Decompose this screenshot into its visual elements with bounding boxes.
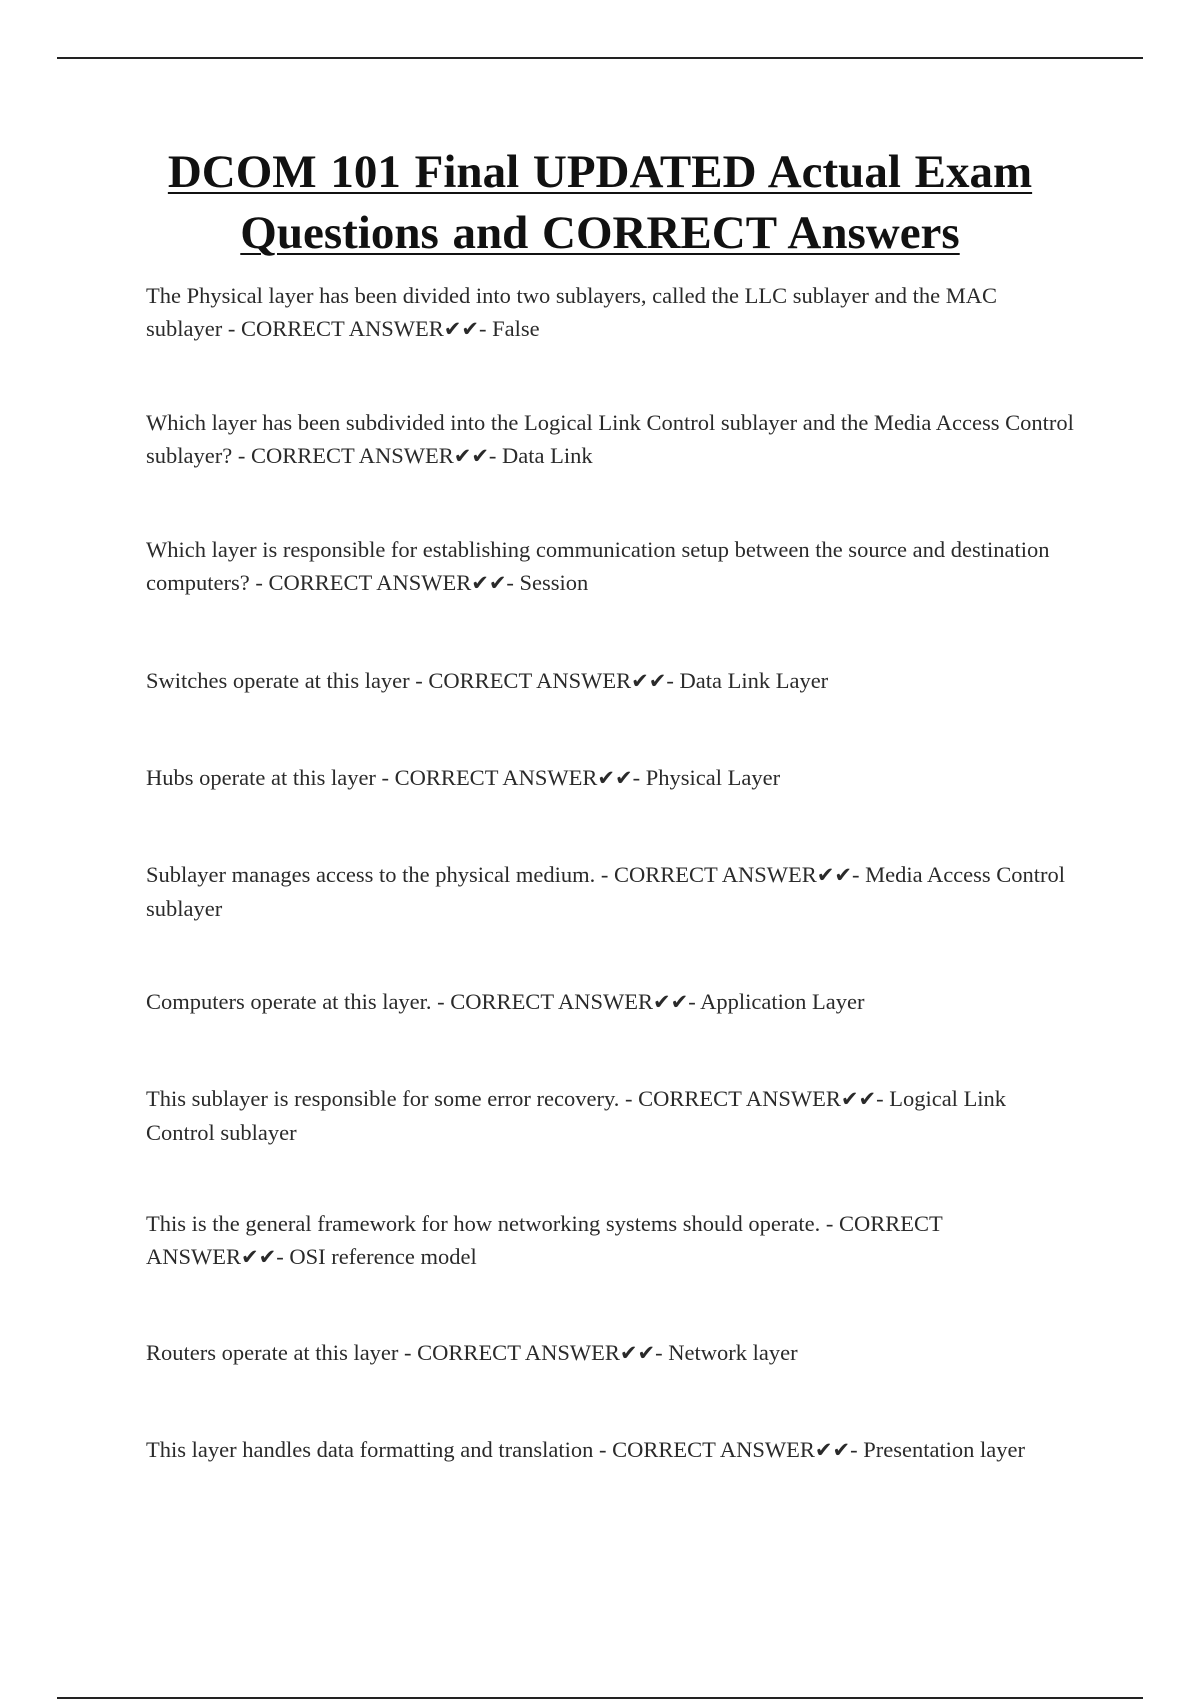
question-text: Hubs operate at this layer — [146, 765, 376, 790]
double-check-icon: ✔✔ — [471, 571, 507, 595]
answer-label: CORRECT ANSWER — [638, 1086, 841, 1111]
answer-text: Physical Layer — [645, 765, 781, 790]
bottom-rule — [57, 1697, 1143, 1699]
answer-label: CORRECT ANSWER — [394, 765, 598, 790]
qa-item-3: Which layer is responsible for establishing communication setup between the source and destination computers? - CORRECT ANSWER✔✔- Session — [146, 537, 1050, 595]
answer-text: OSI reference model — [289, 1244, 477, 1269]
question-text: The Physical layer has been divided into two sublayers, called the LLC sublayer and the MAC sublayer — [146, 283, 998, 341]
double-check-icon: ✔✔ — [619, 1341, 656, 1365]
qa-item-2: Which layer has been subdivided into the Logical Link Control sublayer and the Media Access Control sublayer? - CORRECT ANSWER✔✔- Data Link — [146, 410, 1074, 468]
double-check-icon: ✔✔ — [840, 1087, 877, 1111]
answer-label: CORRECT ANSWER — [146, 1211, 943, 1269]
question-text: Switches operate at this layer — [146, 668, 410, 693]
double-check-icon: ✔✔ — [653, 990, 689, 1014]
answer-text: False — [492, 316, 540, 341]
double-check-icon: ✔✔ — [241, 1245, 277, 1269]
qa-item-1: The Physical layer has been divided into two sublayers, called the LLC sublayer and the MAC sublayer - CORRECT ANSWER✔✔- False — [146, 283, 998, 341]
document-title: DCOM 101 Final UPDATED Actual Exam Questions and CORRECT Answers — [167, 146, 1033, 259]
answer-label: CORRECT ANSWER — [250, 443, 454, 468]
question-text: Which layer is responsible for establishing communication setup between the source and destination computers? — [146, 537, 1050, 595]
answer-text: Presentation layer — [863, 1437, 1026, 1462]
answer-text: Media Access Control sublayer — [146, 862, 1066, 921]
answer-label: CORRECT ANSWER — [240, 316, 444, 341]
answer-label: CORRECT ANSWER — [268, 570, 472, 595]
answer-label: CORRECT ANSWER — [417, 1340, 620, 1365]
question-text: Computers operate at this layer. — [146, 989, 432, 1014]
answer-text: Data Link — [502, 443, 593, 468]
question-text: This layer handles data formatting and translation — [146, 1437, 594, 1462]
question-text: This is the general framework for how networking systems should operate. — [146, 1211, 821, 1236]
double-check-icon: ✔✔ — [443, 317, 479, 341]
question-text: Sublayer manages access to the physical medium. — [146, 862, 596, 887]
double-check-icon: ✔✔ — [597, 766, 633, 790]
double-check-icon: ✔✔ — [814, 1438, 851, 1462]
top-rule — [57, 57, 1143, 59]
double-check-icon: ✔✔ — [816, 863, 852, 887]
qa-item-8: This sublayer is responsible for some error recovery. - CORRECT ANSWER✔✔- Logical Link Control sublayer — [146, 1086, 1007, 1145]
question-text: Which layer has been subdivided into the Logical Link Control sublayer and the Media Access Control sublayer? — [146, 410, 1074, 468]
answer-label: CORRECT ANSWER — [612, 1437, 815, 1462]
qa-item-5: Hubs operate at this layer - CORRECT ANSWER✔✔- Physical Layer — [146, 765, 781, 790]
question-text: This sublayer is responsible for some error recovery. — [146, 1086, 620, 1111]
qa-item-10: Routers operate at this layer - CORRECT ANSWER✔✔- Network layer — [146, 1340, 798, 1365]
question-text: Routers operate at this layer — [146, 1340, 399, 1365]
double-check-icon: ✔✔ — [453, 444, 489, 468]
answer-label: CORRECT ANSWER — [614, 862, 817, 887]
qa-item-7: Computers operate at this layer. - CORRECT ANSWER✔✔- Application Layer — [146, 989, 865, 1014]
double-check-icon: ✔✔ — [631, 669, 667, 693]
answer-text: Session — [519, 570, 589, 595]
qa-item-11: This layer handles data formatting and translation - CORRECT ANSWER✔✔- Presentation layer — [146, 1437, 1026, 1462]
answer-text: Data Link Layer — [679, 668, 829, 693]
answer-text: Network layer — [668, 1340, 798, 1365]
qa-item-4: Switches operate at this layer - CORRECT ANSWER✔✔- Data Link Layer — [146, 668, 829, 693]
qa-item-9: This is the general framework for how networking systems should operate. - CORRECT ANSWER✔✔- OSI reference model — [146, 1211, 943, 1269]
answer-text: Logical Link Control sublayer — [146, 1086, 1007, 1145]
qa-item-6: Sublayer manages access to the physical medium. - CORRECT ANSWER✔✔- Media Access Control sublayer — [146, 862, 1066, 921]
answer-label: CORRECT ANSWER — [428, 668, 632, 693]
answer-text: Application Layer — [700, 989, 865, 1014]
answer-label: CORRECT ANSWER — [450, 989, 654, 1014]
